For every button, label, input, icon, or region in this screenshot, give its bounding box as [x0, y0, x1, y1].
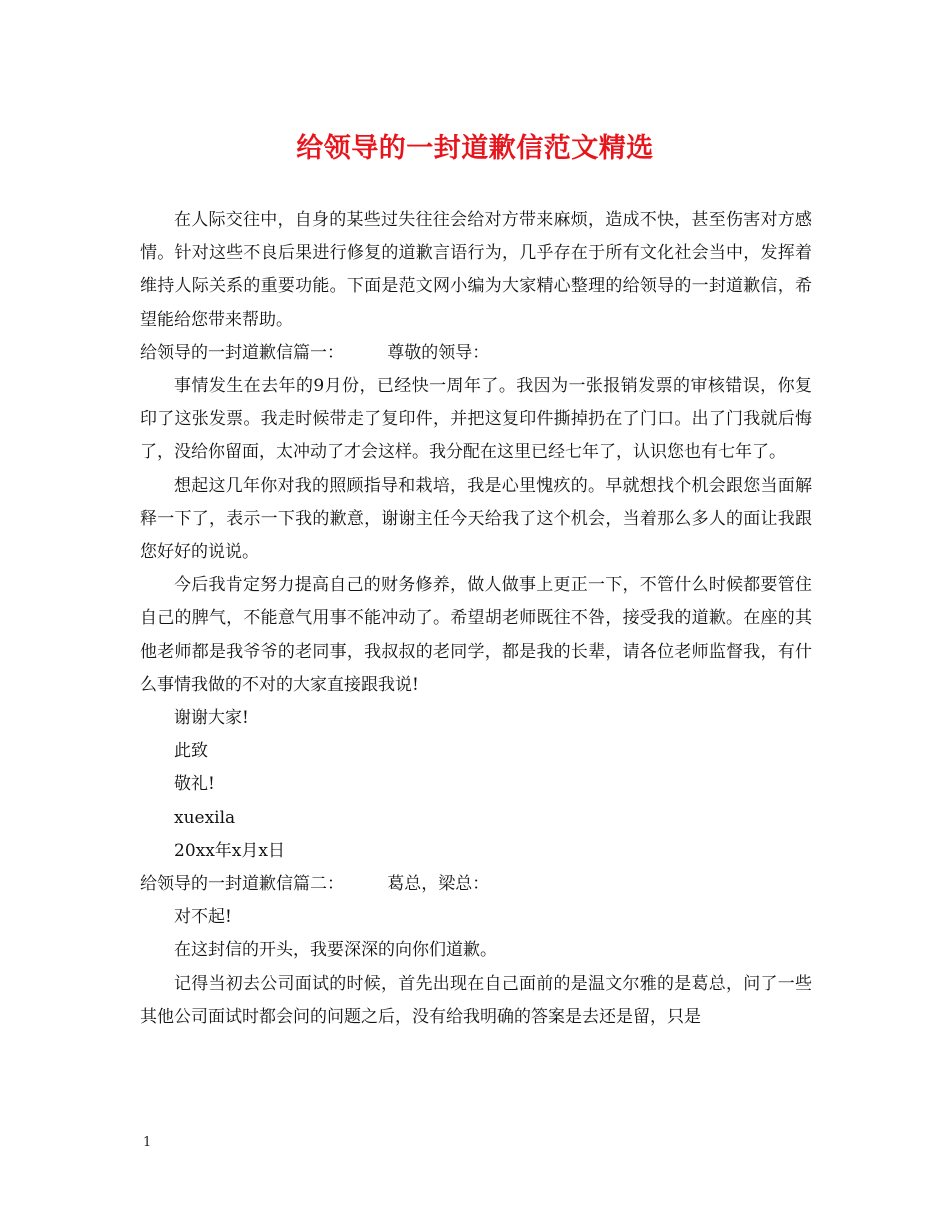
letter-1-date: 20xx年x月x日	[174, 840, 285, 861]
letter-1-thanks: 谢谢大家!	[174, 708, 249, 729]
document-title: 给领导的一封道歉信范文精选	[296, 133, 654, 164]
letter-2-apology: 对不起!	[174, 907, 232, 928]
document-body	[140, 204, 812, 1034]
letter-1-closing: 此致	[174, 741, 208, 762]
letter-2-paragraph-1: 记得当初去公司面试的时候，首先出现在自己面前的是温文尔雅的是葛总，问了一些其他公司面试时都会问的问题之后，没有给我明确的答案是去还是留，只是	[140, 973, 812, 1027]
letter-1-paragraph-1: 事情发生在去年的9月份，已经快一周年了。我因为一张报销发票的审核错误，你复印了这张发票。我走时候带走了复印件，并把这复印件撕掉扔在了门口。出了门我就后悔了，没给你留面，太冲动了才会这样。我分配在这里已经七年了，认识您也有七年了。	[140, 376, 812, 463]
page-number: 1	[143, 1135, 152, 1150]
section-heading-2: 给领导的一封道歉信篇二： 葛总，梁总：	[140, 874, 490, 895]
letter-2-opening: 在这封信的开头，我要深深的向你们道歉。	[174, 940, 497, 961]
letter-1-paragraph-2: 想起这几年你对我的照顾指导和栽培，我是心里愧疚的。早就想找个机会跟您当面解释一下了，表示一下我的歉意，谢谢主任今天给我了这个机会，当着那么多人的面让我跟您好好的说说。	[140, 475, 812, 563]
intro-paragraph: 在人际交往中，自身的某些过失往往会给对方带来麻烦，造成不快，甚至伤害对方感情。针对这些不良后果进行修复的道歉言语行为，几乎存在于所有文化社会当中，发挥着维持人际关系的重要功能。下面是范文网小编为大家精心整理的给领导的一封道歉信，希望能给您带来帮助。	[140, 210, 812, 330]
letter-1-signature: xuexila	[174, 807, 236, 828]
section-heading-1: 给领导的一封道歉信篇一： 尊敬的领导：	[140, 342, 490, 363]
letter-1-salute: 敬礼!	[174, 774, 215, 795]
letter-1-paragraph-3: 今后我肯定努力提高自己的财务修养，做人做事上更正一下，不管什么时候都要管住自己的脾气，不能意气用事不能冲动了。希望胡老师既往不咎，接受我的道歉。在座的其他老师都是我爷爷的老同事，我叔叔的老同学，都是我的长辈，请各位老师监督我，有什么事情我做的不对的大家直接跟我说!	[140, 575, 812, 695]
